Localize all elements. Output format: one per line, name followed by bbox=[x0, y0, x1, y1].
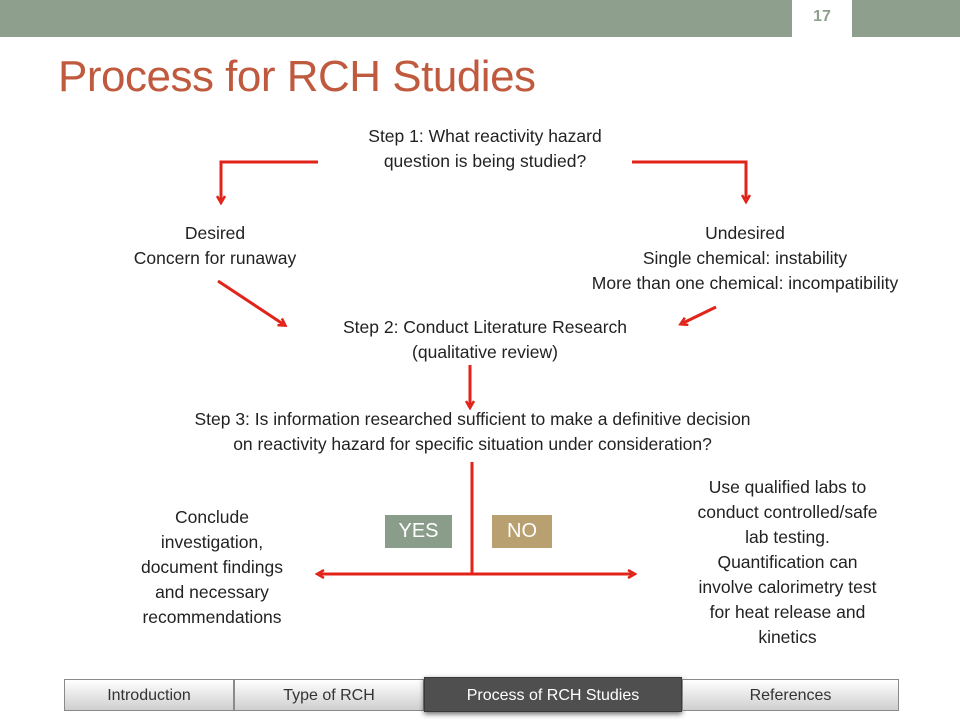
yes-badge: YES bbox=[385, 515, 452, 548]
undesired-text: Undesired Single chemical: instability More than one chemical: incompatibility bbox=[591, 223, 899, 293]
slide-title: Process for RCH Studies bbox=[58, 52, 536, 101]
labs-text: Use qualified labs to conduct controlled/safe lab testing. Quantification can involve calorimetry test for heat release and kinetics bbox=[697, 477, 878, 647]
nav-tab-references[interactable]: References bbox=[682, 679, 899, 711]
no-badge: NO bbox=[492, 515, 552, 548]
arrow-desired-to-step2 bbox=[218, 281, 283, 324]
nav-tab-type-of-rch[interactable]: Type of RCH bbox=[234, 679, 424, 711]
conclude-text: Conclude investigation, document findings and necessary recommendations bbox=[140, 507, 284, 627]
desired-text: Desired Concern for runaway bbox=[133, 223, 297, 268]
step2-text: Step 2: Conduct Literature Research (qualitative review) bbox=[342, 317, 628, 362]
arrow-undesired-to-step2 bbox=[683, 307, 716, 323]
bottom-nav bbox=[64, 679, 899, 711]
step1-text: Step 1: What reactivity hazard question is being studied? bbox=[368, 126, 602, 171]
nav-tab-introduction[interactable]: Introduction bbox=[64, 679, 234, 711]
slide-number: 17 bbox=[813, 8, 831, 25]
nav-tab-process-of-rch-studies[interactable]: Process of RCH Studies bbox=[424, 677, 682, 712]
step3-text: Step 3: Is information researched sufficient to make a definitive decision on reactivity hazard for specific situation under consideration? bbox=[194, 409, 751, 454]
